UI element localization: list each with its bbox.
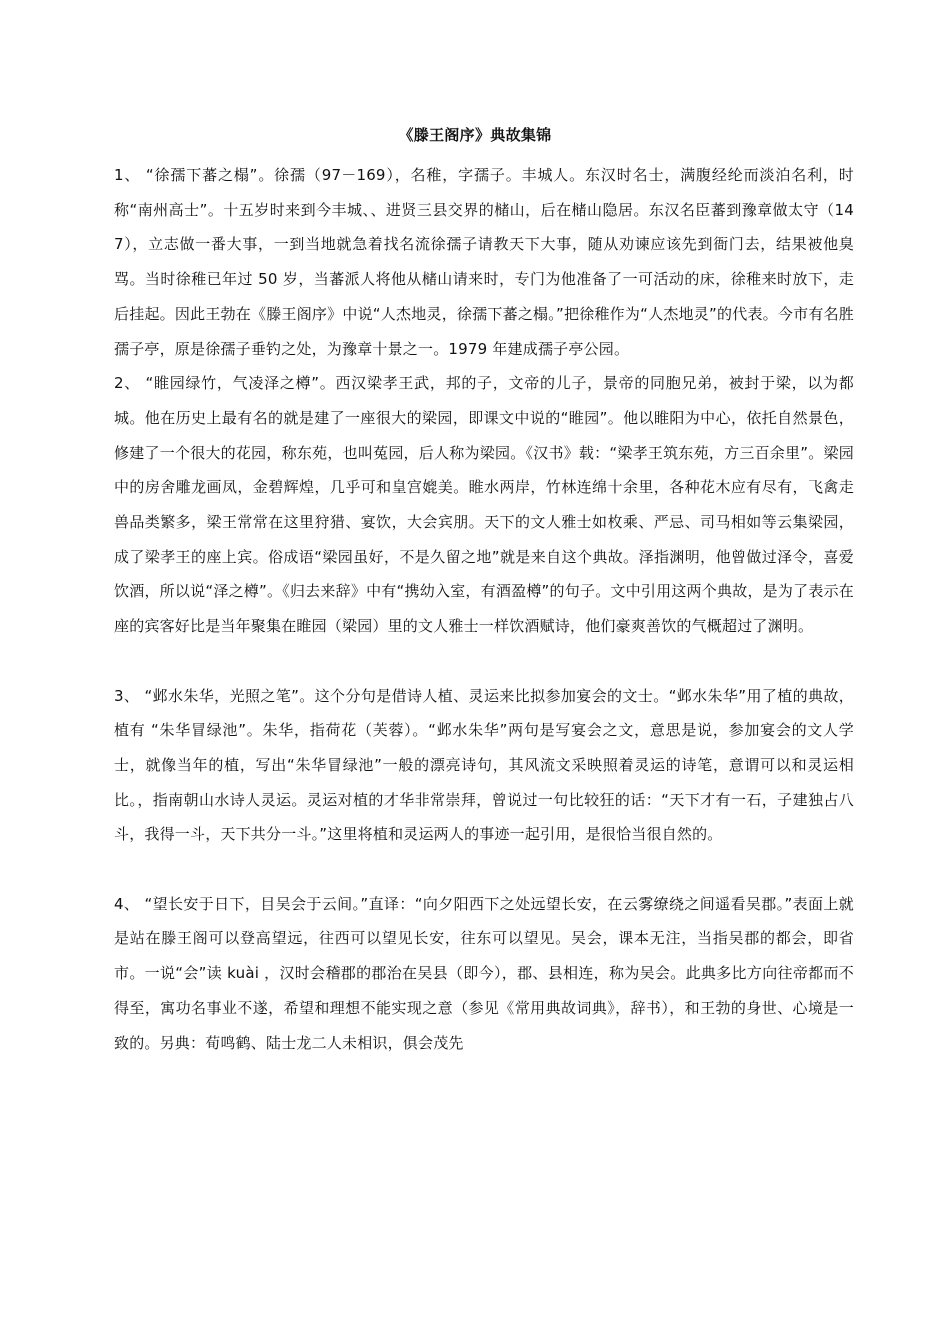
paragraph-4: 4、 “望长安于日下，目吴会于云间。”直译：“向夕阳西下之处远望长安，在云雾缭绕之间遥看吴郡。”表面上就是站在滕王阁可以登高望远，往西可以望见长安，往东可以望见。吴会，课本无注，当指吴郡的都会，即省市。一说“会”读 kuài ，汉时会稽郡的郡治在吴县（即今），郡、县相连，称为吴会。此典多比方向往帝都而不得至，寓功名事业不遂，希望和理想不能实现之意（参见《常用典故词典》，辞书），和王勃的身世、心境是一致的。另典：荀鸣鹤、陆士龙二人未相识，俱会茂先	[114, 894, 854, 1052]
paragraph-1: 1、 “徐孺下蕃之榻”。徐孺（97－169），名稚，字孺子。丰城人。东汉时名士，满腹经纶而淡泊名利，时称“南州高士”。十五岁时来到今丰城、、进贤三县交界的槠山，后在槠山隐居。东汉名臣蕃到豫章做太守（147），立志做一番大事，一到当地就急着找名流徐孺子请教天下大事，随从劝谏应该先到衙门去，结果被他臭骂。当时徐稚已年过 50 岁，当蕃派人将他从槠山请来时，专门为他准备了一可活动的床，徐稚来时放下，走后挂起。因此王勃在《滕王阁序》中说“人杰地灵，徐孺下蕃之榻。”把徐稚作为“人杰地灵”的代表。今市有名胜孺子亭，原是徐孺子垂钓之处，为豫章十景之一。1979 年建成孺子亭公园。	[114, 166, 854, 358]
paragraph-gap	[114, 644, 854, 679]
paragraph-3: 3、 “邺水朱华，光照之笔”。这个分句是借诗人植、灵运来比拟参加宴会的文士。“邺水朱华”用了植的典故，植有 “朱华冒绿池”。朱华，指荷花（芙蓉）。“邺水朱华”两句是写宴会之文，意思是说，参加宴会的文人学士，就像当年的植，写出“朱华冒绿池”一般的漂亮诗句，其风流文采映照着灵运的诗笔，意谓可以和灵运相比。，指南朝山水诗人灵运。灵运对植的才华非常崇拜，曾说过一句比较狂的话：“天下才有一石，子建独占八斗，我得一斗，天下共分一斗。”这里将植和灵运两人的事迹一起引用，是很恰当很自然的。	[114, 686, 854, 844]
paragraph-gap	[114, 852, 854, 887]
paragraph-2: 2、 “睢园绿竹，气凌泽之樽”。西汉梁孝王武，邦的子，文帝的儿子，景帝的同胞兄弟，被封于梁，以为都城。他在历史上最有名的就是建了一座很大的梁园，即课文中说的“睢园”。他以睢阳为中心，依托自然景色，修建了一个很大的花园，称东苑，也叫菟园，后人称为梁园。《汉书》载：“梁孝王筑东苑，方三百余里”。梁园中的房舍雕龙画凤，金碧辉煌，几乎可和皇宫媲美。睢水两岸，竹林连绵十余里，各种花木应有尽有，飞禽走兽品类繁多，梁王常常在这里狩猎、宴饮，大会宾朋。天下的文人雅士如枚乘、严忌、司马相如等云集梁园，成了梁孝王的座上宾。俗成语“梁园虽好，不是久留之地”就是来自这个典故。泽指渊明，他曾做过泽令，喜爱饮酒，所以说“泽之樽”。《归去来辞》中有“携幼入室，有酒盈樽”的句子。文中引用这两个典故，是为了表示在座的宾客好比是当年聚集在睢园（梁园）里的文人雅士一样饮酒赋诗，他们豪爽善饮的气概超过了渊明。	[114, 374, 854, 636]
document-body	[114, 158, 854, 1060]
document-title: 《滕王阁序》典故集锦	[398, 126, 552, 144]
